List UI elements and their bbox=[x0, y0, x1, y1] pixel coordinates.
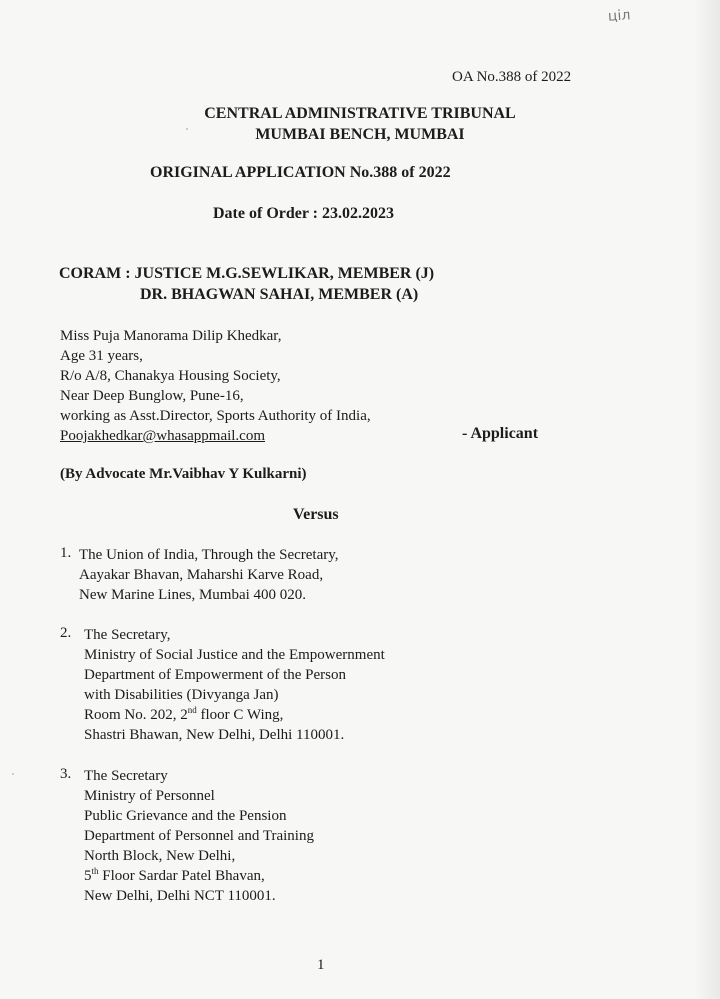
respondent-2 bbox=[84, 625, 385, 745]
respondent-3-line: The Secretary bbox=[84, 768, 168, 784]
respondent-3-line: North Block, New Delhi, bbox=[84, 848, 236, 864]
respondent-3-floor: 5th Floor Sardar Patel Bhavan, bbox=[84, 866, 265, 884]
respondent-1-line: The Union of India, Through the Secretary, bbox=[79, 547, 339, 563]
respondent-3 bbox=[84, 766, 314, 906]
respondent-2-line: The Secretary, bbox=[84, 627, 171, 643]
coram-line-2: DR. BHAGWAN SAHAI, MEMBER (A) bbox=[140, 286, 419, 303]
respondent-1-line: New Marine Lines, Mumbai 400 020. bbox=[79, 587, 307, 603]
application-title: ORIGINAL APPLICATION No.388 of 2022 bbox=[150, 164, 451, 181]
applicant-role: - Applicant bbox=[462, 425, 539, 442]
page-edge-shadow bbox=[694, 0, 720, 999]
respondent-2-line: with Disabilities (Divyanga Jan) bbox=[84, 687, 279, 703]
page-number: 1 bbox=[317, 957, 325, 973]
versus: Versus bbox=[293, 506, 339, 523]
applicant-details bbox=[60, 326, 371, 446]
respondent-2-line: Shastri Bhawan, New Delhi, Delhi 110001. bbox=[84, 727, 345, 743]
scan-speck bbox=[12, 773, 14, 775]
respondent-3-line: Public Grievance and the Pension bbox=[84, 808, 287, 824]
respondent-1-number: 1. bbox=[60, 545, 72, 561]
applicant-line: Age 31 years, bbox=[60, 348, 143, 364]
respondent-3-line: New Delhi, Delhi NCT 110001. bbox=[84, 888, 276, 904]
respondent-1 bbox=[79, 545, 339, 605]
date-of-order: Date of Order : 23.02.2023 bbox=[213, 205, 394, 222]
applicant-line: R/o A/8, Chanakya Housing Society, bbox=[60, 368, 281, 384]
respondent-2-line: Department of Empowerment of the Person bbox=[84, 667, 347, 683]
advocate: (By Advocate Mr.Vaibhav Y Kulkarni) bbox=[60, 466, 307, 482]
applicant-email: Poojakhedkar@whasappmail.com bbox=[60, 428, 266, 444]
respondent-3-line: Department of Personnel and Training bbox=[84, 828, 314, 844]
applicant-line: Miss Puja Manorama Dilip Khedkar, bbox=[60, 328, 282, 344]
respondent-3-number: 3. bbox=[60, 766, 72, 782]
respondent-2-number: 2. bbox=[60, 625, 72, 641]
respondent-2-room: Room No. 202, 2nd floor C Wing, bbox=[84, 705, 284, 723]
applicant-line: Near Deep Bunglow, Pune-16, bbox=[60, 388, 244, 404]
coram-line-1: CORAM : JUSTICE M.G.SEWLIKAR, MEMBER (J) bbox=[59, 265, 435, 282]
respondent-3-line: Ministry of Personnel bbox=[84, 788, 215, 804]
respondent-1-line: Aayakar Bhavan, Maharshi Karve Road, bbox=[79, 567, 324, 583]
tribunal-name: CENTRAL ADMINISTRATIVE TRIBUNAL bbox=[204, 105, 516, 122]
tribunal-bench: MUMBAI BENCH, MUMBAI bbox=[255, 126, 465, 143]
respondent-2-line: Ministry of Social Justice and the Empowernment bbox=[84, 647, 385, 663]
case-reference: OA No.388 of 2022 bbox=[452, 69, 572, 85]
handwritten-mark: ціл bbox=[607, 7, 631, 25]
applicant-line: working as Asst.Director, Sports Authority of India, bbox=[60, 408, 371, 424]
